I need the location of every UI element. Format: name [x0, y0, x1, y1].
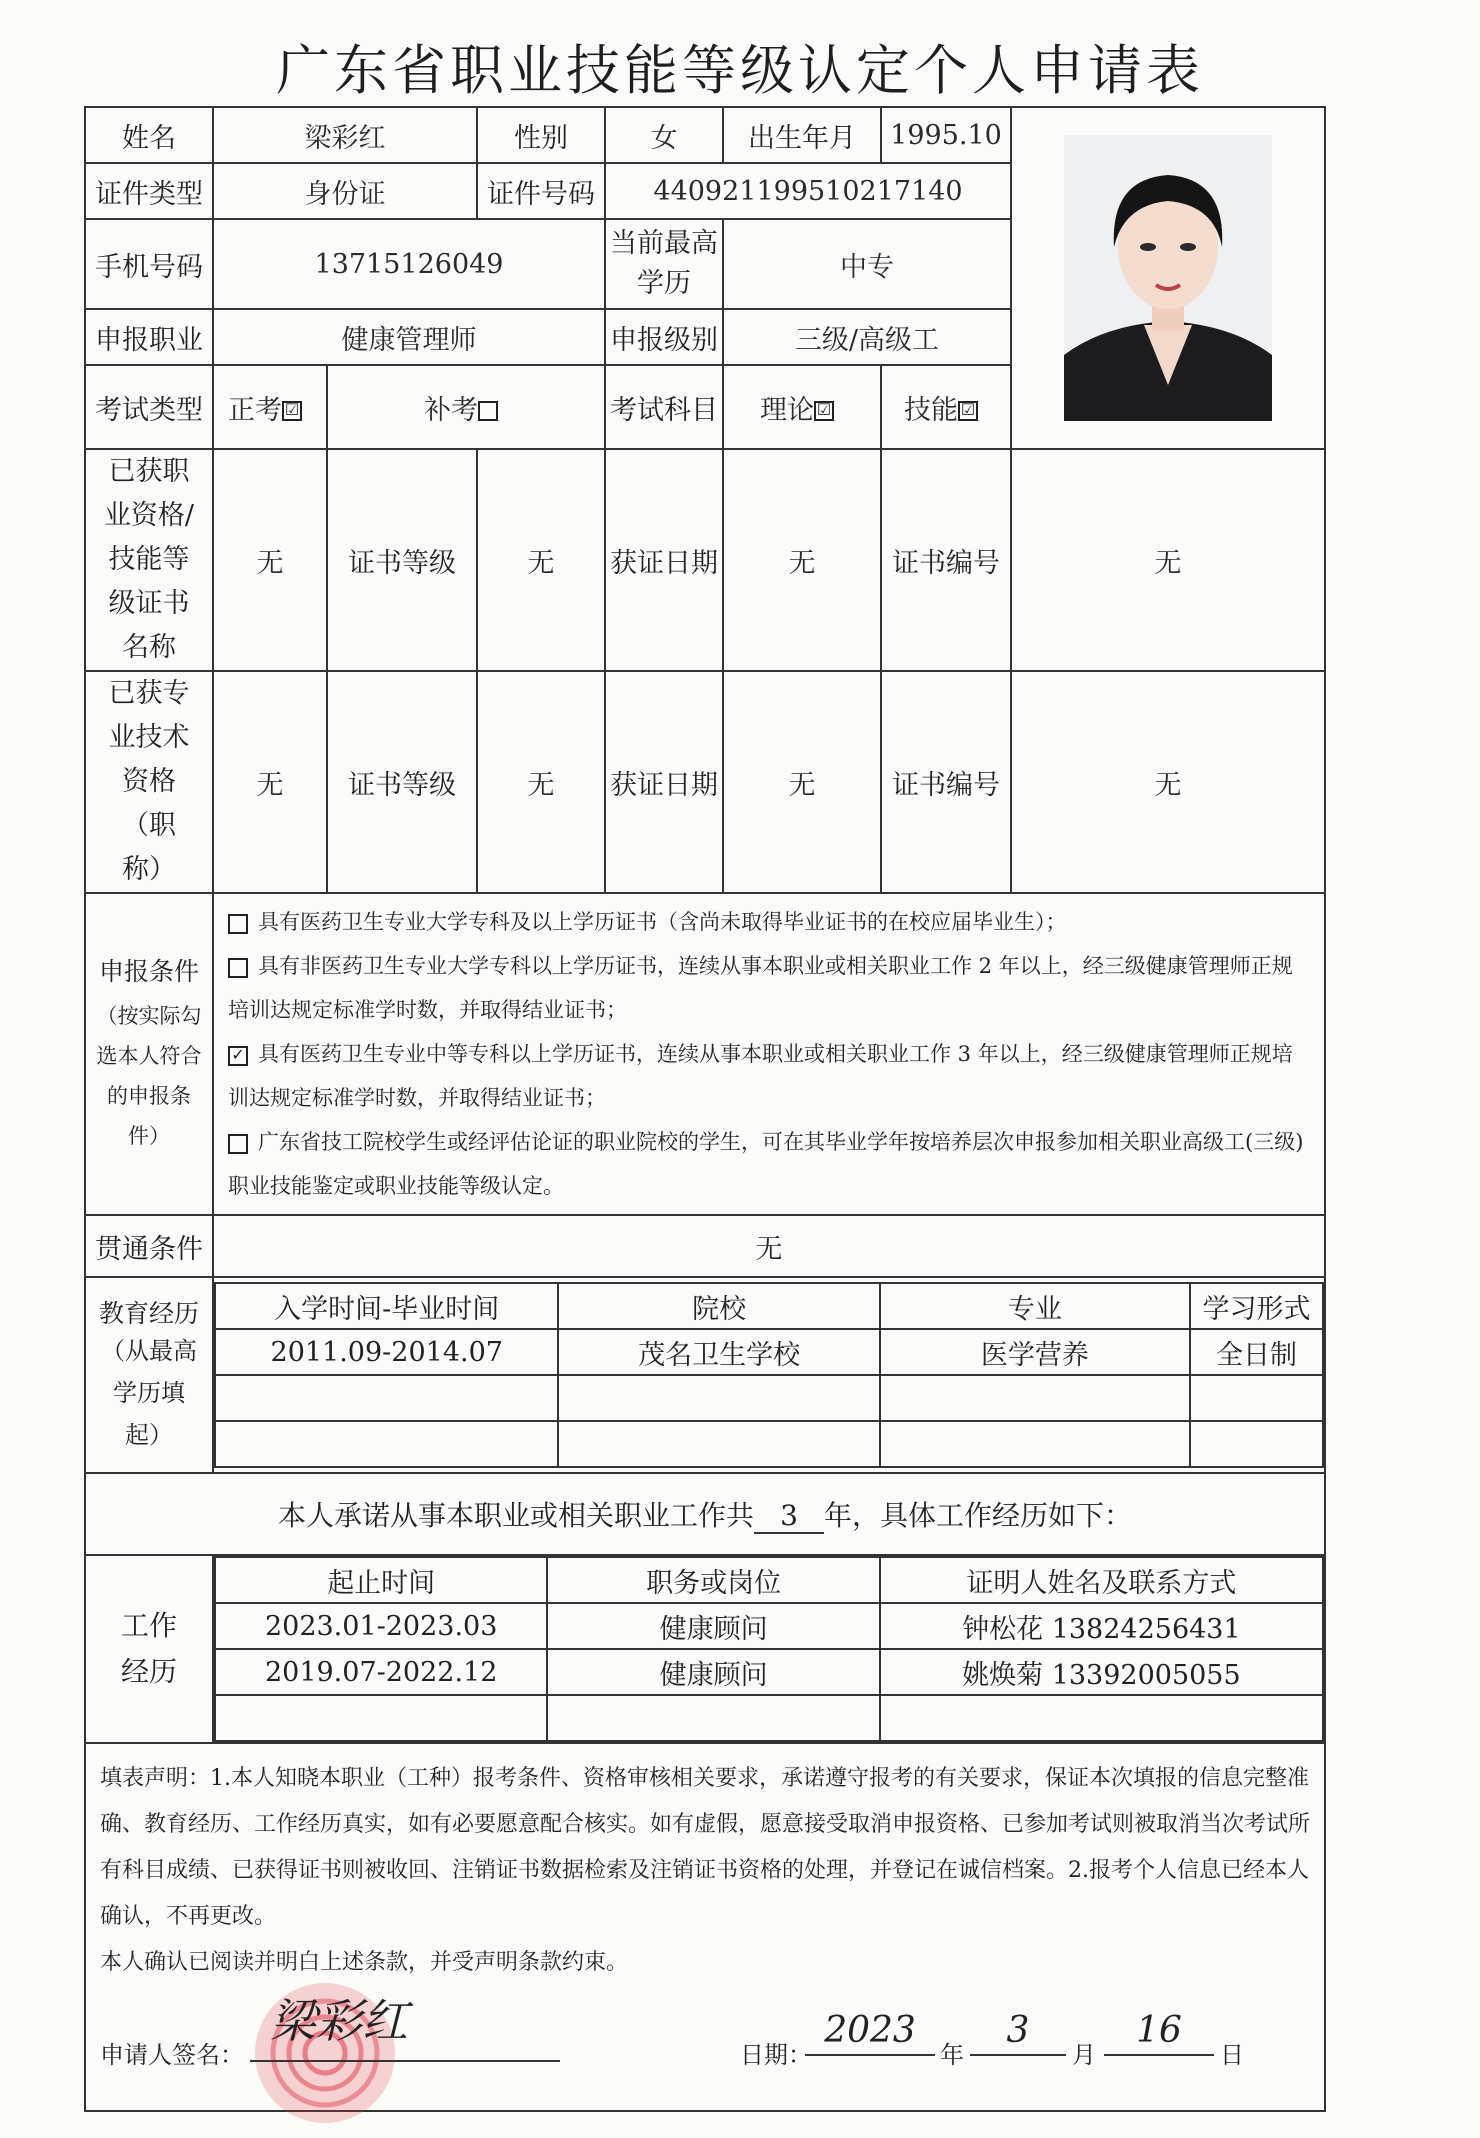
- promise-years: 3: [754, 1499, 824, 1534]
- condition-item: ✓ 具有医药卫生专业中等专科以上学历证书，连续从事本职业或相关职业工作 3 年以上，经三级健康管理师正规培训达规定标准学时数，并取得结业证书；: [228, 1042, 1293, 1110]
- checkbox-skill[interactable]: ☑: [958, 401, 978, 421]
- declaration-text: 填表声明：1.本人知晓本职业（工种）报考条件、资格审核相关要求，承诺遵守报考的有关要求，保证本次填报的信息完整准确、教育经历、工作经历真实，如有必要愿意配合核实。如有虚假，愿意接受取消申报资格、已参加考试则被取消当次考试所有科目成绩、已获得证书则被收回、注销证书数据检索及注销证书资格的处理，并登记在诚信档案。2.报考个人信息已经本人确认，不再更改。: [100, 1766, 1311, 1929]
- name-value: 梁彩红: [213, 107, 477, 163]
- condition-item: 广东省技工院校学生或经评估论证的职业院校的学生，可在其毕业学年按培养层次申报参加相关职业高级工(三级)职业技能鉴定或职业技能等级认定。: [228, 1130, 1304, 1198]
- job-value: 健康管理师: [213, 309, 605, 365]
- cert1-date-label: 获证日期: [605, 449, 723, 671]
- conditions-label-cell: [85, 893, 213, 1215]
- sign-month: 3: [970, 2008, 1066, 2056]
- idno-value: 440921199510217140: [605, 163, 1011, 219]
- applicant-photo: [1064, 135, 1272, 421]
- cert1-no: 无: [1011, 449, 1325, 671]
- job-label: 申报职业: [85, 309, 213, 365]
- cert1-name: 无: [213, 449, 327, 671]
- idtype-label: 证件类型: [85, 163, 213, 219]
- work-table: [214, 1556, 1324, 1742]
- gender-label: 性别: [477, 107, 605, 163]
- conditions-label: 申报条件: [98, 957, 199, 986]
- edu-label: 当前最高学历: [605, 219, 723, 309]
- cert1-date: 无: [723, 449, 881, 671]
- cert2-level-label: 证书等级: [327, 671, 477, 893]
- checkbox-makeup[interactable]: [478, 401, 498, 421]
- through-value: 无: [213, 1215, 1325, 1277]
- cert2-date: 无: [723, 671, 881, 893]
- table-row: 2023.01-2023.03 健康顾问 钟松花 13824256431: [215, 1603, 1323, 1649]
- condition-checkbox-1[interactable]: [228, 958, 248, 978]
- work-header: 职务或岗位: [547, 1557, 879, 1603]
- exam-subject-option-0: 理论 ☑: [723, 365, 881, 449]
- page-title: 广东省职业技能等级认定个人申请表: [276, 39, 1204, 102]
- name-label: 姓名: [85, 107, 213, 163]
- idno-label: 证件号码: [477, 163, 605, 219]
- education-label-cell: [85, 1277, 213, 1473]
- date-label: 日期：: [740, 2041, 812, 2069]
- table-row: 2011.09-2014.07 茂名卫生学校 医学营养 全日制: [215, 1329, 1323, 1375]
- cert1-label: 已获职业资格/技能等级证书名称: [85, 449, 213, 671]
- exam-subject-label: 考试科目: [605, 365, 723, 449]
- exam-type-option-1: 补考: [327, 365, 605, 449]
- table-row: [215, 1421, 1323, 1467]
- level-label: 申报级别: [605, 309, 723, 365]
- declaration-cell: [85, 1743, 1325, 2111]
- work-header: 起止时间: [215, 1557, 547, 1603]
- conditions-list: [213, 893, 1325, 1215]
- cert2-date-label: 获证日期: [605, 671, 723, 893]
- education-header: 学习形式: [1190, 1283, 1323, 1329]
- birth-label: 出生年月: [723, 107, 881, 163]
- condition-checkbox-3[interactable]: [228, 1134, 248, 1154]
- condition-checkbox-0[interactable]: [228, 914, 248, 934]
- checkbox-theory[interactable]: ☑: [814, 401, 834, 421]
- sign-label: 申请人签名：: [100, 2041, 244, 2069]
- condition-item: 具有医药卫生专业大学专科及以上学历证书（含尚未取得毕业证书的在校应届毕业生）；: [228, 900, 1310, 944]
- edu-value: 中专: [723, 219, 1011, 309]
- sign-day: 16: [1104, 2008, 1214, 2056]
- exam-type-label: 考试类型: [85, 365, 213, 449]
- education-header: 院校: [558, 1283, 879, 1329]
- education-hint: （从最高学历填起）: [101, 1337, 197, 1449]
- cert1-level-label: 证书等级: [327, 449, 477, 671]
- conditions-hint: （按实际勾选本人符合的申报条件）: [96, 1004, 202, 1148]
- table-row: [215, 1695, 1323, 1741]
- sign-year: 2023: [805, 2008, 935, 2056]
- cert1-no-label: 证书编号: [881, 449, 1011, 671]
- cert2-name: 无: [213, 671, 327, 893]
- idtype-value: 身份证: [213, 163, 477, 219]
- photo-cell: [1011, 107, 1325, 449]
- portrait-image: [1064, 135, 1272, 421]
- phone-value: 13715126049: [213, 219, 605, 309]
- promise-line: 本人承诺从事本职业或相关职业工作共 3 年，具体工作经历如下：: [85, 1473, 1325, 1555]
- cert2-label: 已获专业技术资格（职称）: [85, 671, 213, 893]
- phone-label: 手机号码: [85, 219, 213, 309]
- table-row: 2019.07-2022.12 健康顾问 姚焕菊 13392005055: [215, 1649, 1323, 1695]
- cert1-level: 无: [477, 449, 605, 671]
- application-form: [84, 106, 1326, 2112]
- table-row: [215, 1375, 1323, 1421]
- checkbox-formal[interactable]: ☑: [282, 401, 302, 421]
- work-label: 工作经历: [85, 1555, 213, 1743]
- cert2-no-label: 证书编号: [881, 671, 1011, 893]
- education-header: 专业: [880, 1283, 1190, 1329]
- signature-row: 申请人签名： 梁彩红 日期： 2023 年 3 月 16 日: [100, 1998, 1310, 2076]
- through-label: 贯通条件: [85, 1215, 213, 1277]
- birth-value: 1995.10: [881, 107, 1011, 163]
- level-value: 三级/高级工: [723, 309, 1011, 365]
- exam-type-option-0: 正考 ☑: [213, 365, 327, 449]
- education-header: 入学时间-毕业时间: [215, 1283, 558, 1329]
- exam-subject-option-1: 技能 ☑: [881, 365, 1011, 449]
- education-table: [214, 1282, 1324, 1468]
- condition-item: 具有非医药卫生专业大学专科以上学历证书，连续从事本职业或相关职业工作 2 年以上，经三级健康管理师正规培训达规定标准学时数，并取得结业证书；: [228, 954, 1293, 1022]
- work-table-cell: [213, 1555, 1325, 1743]
- condition-checkbox-2[interactable]: ✓: [228, 1046, 248, 1066]
- cert2-level: 无: [477, 671, 605, 893]
- cert2-no: 无: [1011, 671, 1325, 893]
- gender-value: 女: [605, 107, 723, 163]
- declaration-confirm: 本人确认已阅读并明白上述条款，并受声明条款约束。: [100, 1950, 629, 1975]
- education-table-cell: [213, 1277, 1325, 1473]
- applicant-signature: 梁彩红: [250, 1998, 560, 2062]
- education-label: 教育经历: [98, 1299, 199, 1328]
- work-header: 证明人姓名及联系方式: [880, 1557, 1323, 1603]
